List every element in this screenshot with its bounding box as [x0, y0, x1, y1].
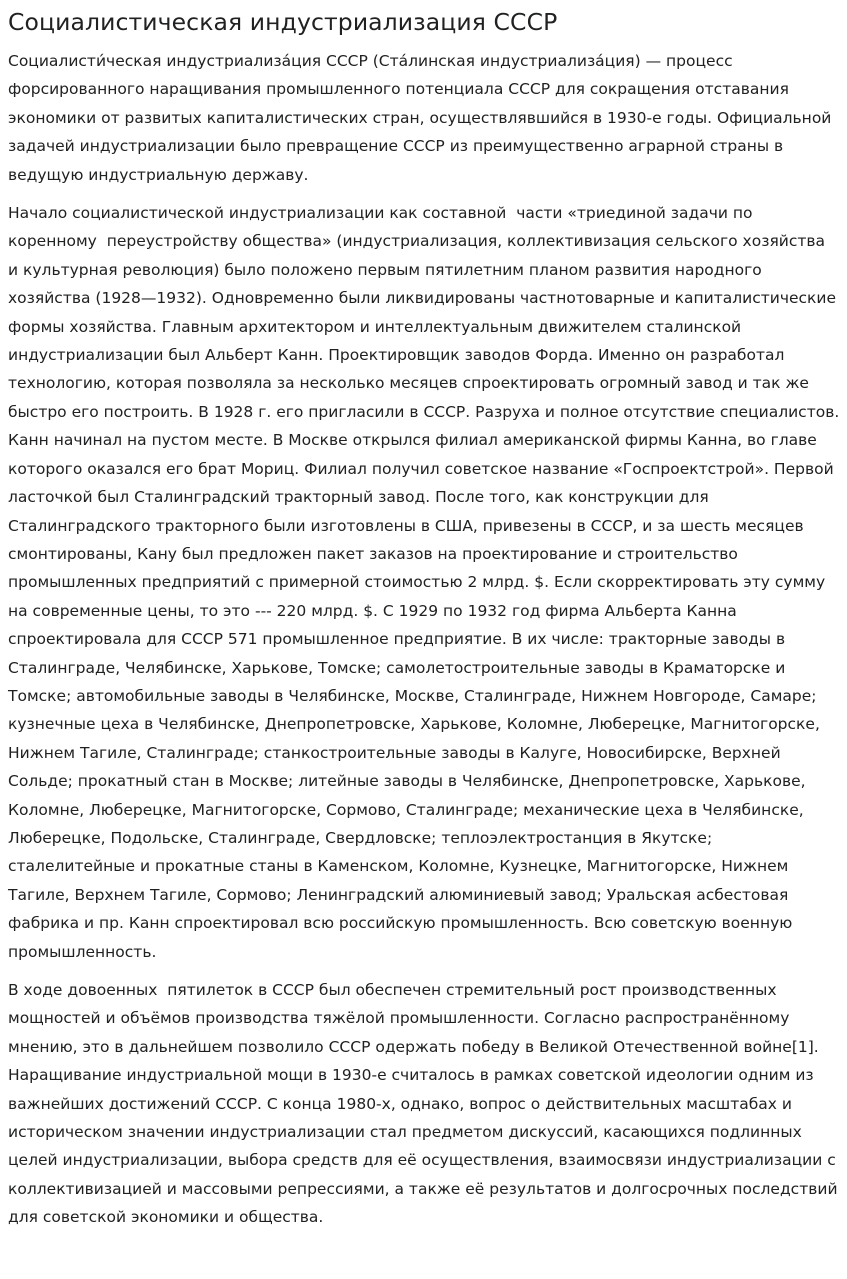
- paragraph-results: В ходе довоенных пятилеток в СССР был обеспечен стремительный рост производственных мощностей и объёмов производства тяжёлой промышленности. Согласно распространённому мнению, это в дальнейшем позволило СССР одержать победу в Великой Отечественной войне[1]. Наращивание индустриальной мощи в 1930-е считалось в рамках советской идеологии одним из важнейших достижений СССР. С конца 1980-х, однако, вопрос о действительных масштабах и историческом значении индустриализации стал предметом дискуссий, касающихся подлинных целей индустриализации, выбора средств для её осуществления, взаимосвязи индустриализации с коллективизацией и массовыми репрессиями, а также её результатов и долгосрочных последствий для советской экономики и общества.: [8, 981, 843, 1227]
- paragraph-intro: Социалисти́ческая индустриализа́ция СССР (Ста́линская индустриализа́ция) — процесс форсированного наращивания промышленного потенциала СССР для сокращения отставания экономики от развитых капиталистических стран, осуществлявшийся в 1930-е годы. Официальной задачей индустриализации было превращение СССР из преимущественно аграрной страны в ведущую индустриальную державу.: [8, 52, 837, 184]
- page-title: Социалистическая индустриализация СССР: [8, 8, 558, 36]
- paragraph-history: Начало социалистической индустриализации как составной части «триединой задачи по коренному переустройству общества» (индустриализация, коллективизация сельского хозяйства и культурная революция) было положено первым пятилетним планом развития народного хозяйства (1928—1932). Одновременно были ликвидированы частнотоварные и капиталистические формы хозяйства. Главным архитектором и интеллектуальным движителем сталинской индустриализации был Альберт Канн. Проектировщик заводов Форда. Именно он разработал технологию, которая позволяла за несколько месяцев спроектировать огромный завод и так же быстро его построить. В 1928 г. его пригласили в СССР. Разруха и полное отсутствие специалистов. Канн начинал на пустом месте. В Москве открылся филиал американской фирмы Канна, во главе которого оказался его брат Мориц. Филиал получил советское название «Госпроектстрой». Первой ласточкой был Сталинградский тракторный завод. После того, как конструкции для Сталинградского тракторного были изготовлены в США, привезены в СССР, и за шесть месяцев смонтированы, Кану был предложен пакет заказов на проектирование и строительство промышленных предприятий с примерной стоимостью 2 млрд. $. Если скорректировать эту сумму на современные цены, то это --- 220 млрд. $. С 1929 по 1932 год фирма Альберта Канна спроектировала для СССР 571 промышленное предприятие. В их числе: тракторные заводы в Сталинграде, Челябинске, Харькове, Томске; самолетостроительные заводы в Краматорске и Томске; автомобильные заводы в Челябинске, Москве, Сталинграде, Нижнем Новгороде, Самаре; кузнечные цеха в Челябинске, Днепропетровске, Харькове, Коломне, Люберецке, Магнитогорске, Нижнем Тагиле, Сталинграде; станкостроительные заводы в Калуге, Новосибирске, Верхней Сольде; прокатный стан в Москве; литейные заводы в Челябинске, Днепропетровске, Харькове, Коломне, Люберецке, Магнитогорске, Сормово, Сталинграде; механические цеха в Челябинске, Люберецке, Подольске, Сталинграде, Свердловске; теплоэлектростанция в Якутске; сталелитейные и прокатные станы в Каменском, Коломне, Кузнецке, Магнитогорске, Нижнем Тагиле, Верхнем Тагиле, Сормово; Ленинградский алюминиевый завод; Уральская асбестовая фабрика и пр. Канн спроектировал всю российскую промышленность. Всю советскую военную промышленность.: [8, 204, 845, 961]
